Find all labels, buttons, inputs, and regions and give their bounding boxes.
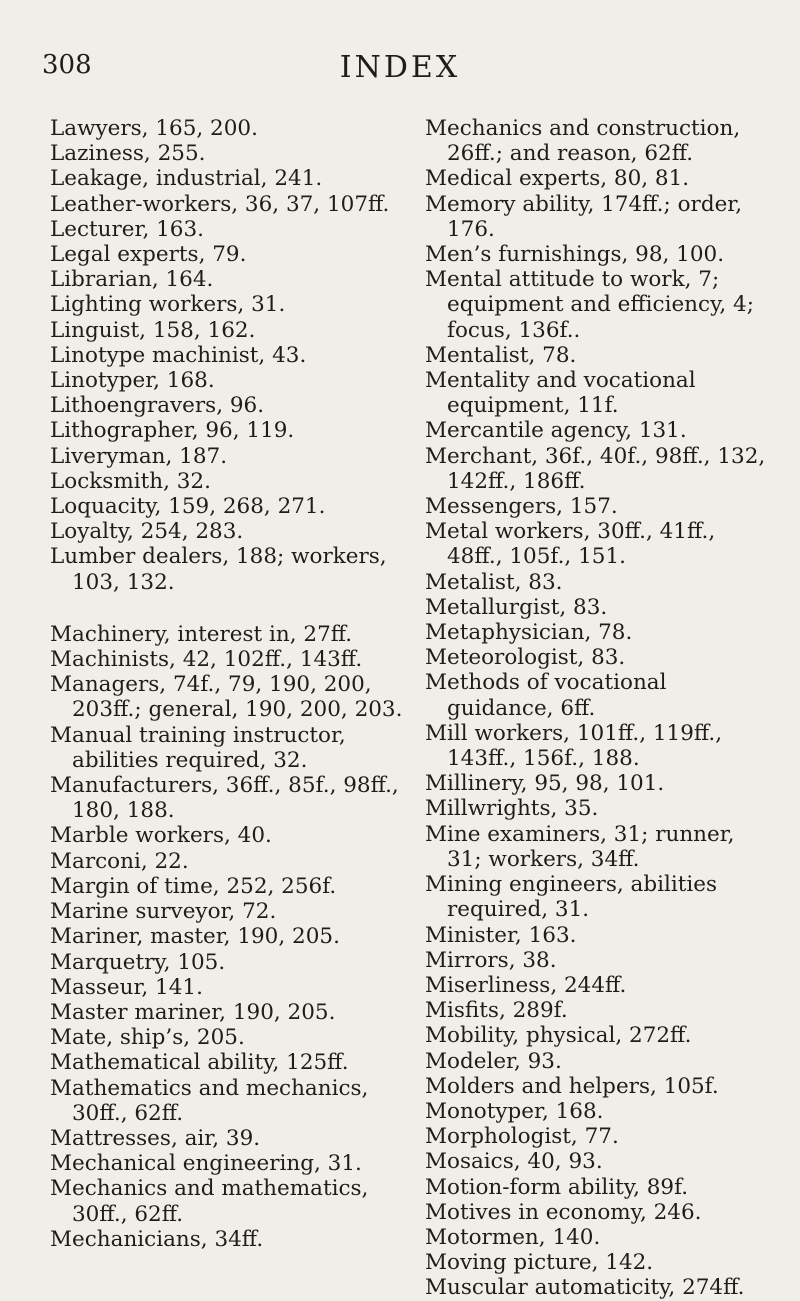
index-entry: Managers, 74f., 79, 190, 200, 203ff.; general, 190, 200, 203. [50,672,403,723]
index-entry: Morphologist, 77. [425,1124,619,1150]
index-entry: Moving picture, 142. [425,1250,654,1276]
index-entry: Mentalist, 78. [425,342,577,368]
index-entry: Lithoengravers, 96. [50,393,265,419]
index-entry: Mathematical ability, 125ff. [50,1050,349,1076]
index-entry: Lithographer, 96, 119. [50,418,295,444]
index-column-left [50,116,430,1252]
index-entry: Mattresses, air, 39. [50,1125,261,1151]
index-entry: Mill workers, 101ff., 119ff., 143ff., 156f., 188. [425,720,723,772]
index-entry: Medical experts, 80, 81. [425,166,690,192]
index-entry: Mirrors, 38. [425,947,557,973]
index-entry: Liveryman, 187. [50,443,228,469]
index-column-right [425,116,775,1301]
index-entry: Lecturer, 163. [50,216,204,242]
index-entry: Manufacturers, 36ff., 85f., 98ff., 180, 188. [50,773,399,824]
index-entry: Mine examiners, 31; runner, 31; workers, 34ff. [425,821,735,872]
index-entry: Masseur, 141. [50,974,203,1000]
index-entry: Mariner, master, 190, 205. [50,924,340,950]
index-entry: Minister, 163. [425,922,577,948]
index-entry: Men’s furnishings, 98, 100. [425,242,725,268]
index-entry: Leakage, industrial, 241. [50,166,323,192]
index-entry: Machinists, 42, 102ff., 143ff. [50,647,363,673]
index-entry: Laziness, 255. [50,141,206,167]
index-entry: Millwrights, 35. [425,796,599,822]
index-entry: Legal experts, 79. [50,242,247,268]
index-entry: Modeler, 93. [425,1048,562,1074]
index-entry: Marine surveyor, 72. [50,899,277,925]
index-entry: Marconi, 22. [50,848,189,874]
index-entry: Linotyper, 168. [50,368,215,394]
index-entry: Master mariner, 190, 205. [50,999,336,1025]
index-entry: Meteorologist, 83. [425,645,626,671]
index-entry: Margin of time, 252, 256f. [50,873,337,899]
index-entry: Leather-workers, 36, 37, 107ff. [50,191,390,217]
index-entry: Metaphysician, 78. [425,620,633,646]
index-entry: Motives in economy, 246. [425,1199,702,1225]
index-entry: Loquacity, 159, 268, 271. [50,494,326,520]
index-entry: Mate, ship’s, 205. [50,1025,245,1051]
index-entry: Locksmith, 32. [50,468,211,494]
index-entry: Loyalty, 254, 283. [50,519,244,545]
index-entry: Mechanicians, 34ff. [50,1226,264,1252]
index-entry: Muscular automaticity, 274ff. [425,1275,745,1301]
index-entry: Misfits, 289f. [425,998,568,1024]
index-entry: Lumber dealers, 188; workers, 103, 132. [50,544,387,595]
index-entry: Metallurgist, 83. [425,594,608,620]
index-entry: Linguist, 158, 162. [50,317,256,343]
index-entry: Mechanics and construction, 26ff.; and reason, 62ff. [425,116,741,167]
index-entry: Mechanical engineering, 31. [50,1151,362,1177]
index-entry: Librarian, 164. [50,267,214,293]
index-entry: Millinery, 95, 98, 101. [425,771,665,797]
page-header [0,50,800,90]
index-entry: Motormen, 140. [425,1224,601,1250]
index-entry: Marquetry, 105. [50,949,226,975]
index-entry: Mentality and vocational equipment, 11f. [425,368,696,419]
index-entry: Metal workers, 30ff., 41ff., 48ff., 105f., 151. [425,519,716,570]
index-entry: Mechanics and mathematics, 30ff., 62ff. [50,1176,369,1227]
index-entry: Machinery, interest in, 27ff. [50,621,353,647]
index-entry: Monotyper, 168. [425,1098,604,1124]
index-entry: Merchant, 36f., 40f., 98ff., 132, 142ff., 186ff. [425,443,766,494]
index-entry: Linotype machinist, 43. [50,342,307,368]
index-entry: Lighting workers, 31. [50,292,286,318]
index-entry: Marble workers, 40. [50,823,272,849]
index-entry: Molders and helpers, 105f. [425,1073,719,1099]
index-entry: Mining engineers, abilities required, 31. [425,872,718,923]
index-entry: Methods of vocational guidance, 6ff. [425,670,667,721]
index-entry: Metalist, 83. [425,569,563,595]
page-title: INDEX [339,50,461,85]
section-gap [50,595,430,622]
index-entry: Messengers, 157. [425,494,618,520]
index-entry: Manual training instructor, abilities required, 32. [50,722,346,773]
index-entry: Miserliness, 244ff. [425,972,627,998]
index-entry: Mathematics and mechanics, 30ff., 62ff. [50,1075,369,1126]
index-entry: Motion-form ability, 89f. [425,1174,689,1200]
page-number: 308 [42,50,92,80]
index-entry: Mosaics, 40, 93. [425,1149,603,1175]
index-entry: Mobility, physical, 272ff. [425,1023,692,1049]
index-entry: Mental attitude to work, 7; equipment and efficiency, 4; focus, 136f.. [425,267,754,343]
index-entry: Mercantile agency, 131. [425,418,687,444]
index-entry: Lawyers, 165, 200. [50,116,258,141]
index-entry: Memory ability, 174ff.; order, 176. [425,191,743,242]
